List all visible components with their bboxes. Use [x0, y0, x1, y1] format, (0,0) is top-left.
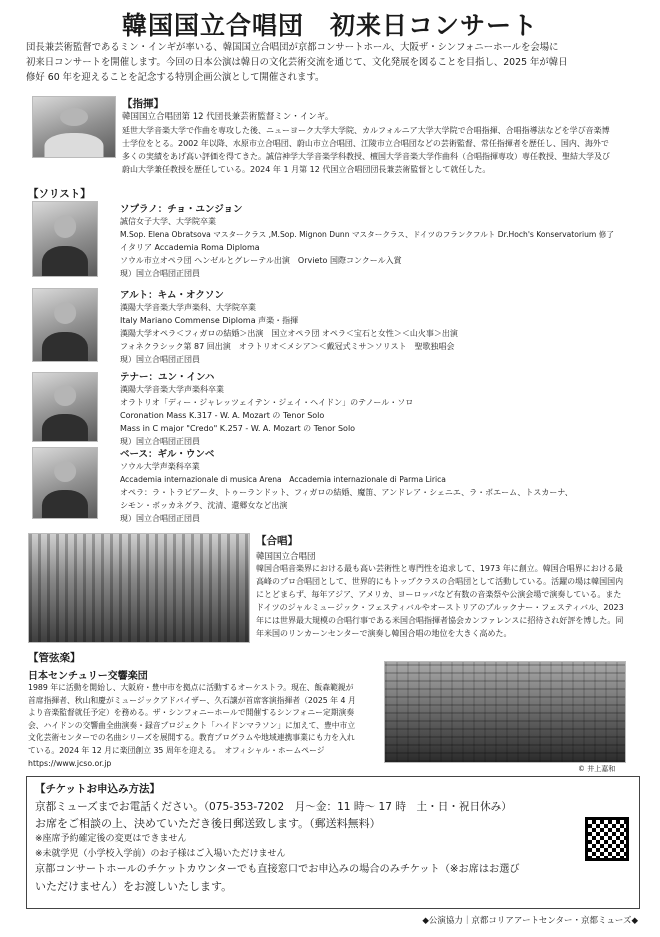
soloist-line: オペラ：ラ・トラビアータ、トゥーランドット、フィガロの結婚、魔笛、アンドレア・シェニエ、ラ・ボエーム、トスカーナ、: [120, 488, 573, 497]
soloist-line: シモン・ボッカネグラ、沈清、還郷女など出演: [120, 501, 288, 510]
soloist-line: 漢陽大学オペラ＜フィガロの結婚＞出演 国立オペラ団 オペラ＜宝石と女性＞＜山火事＞出演: [120, 329, 458, 338]
conductor-line: 延世大学音楽大学で作曲を専攻した後、ニューヨーク大学大学院、カルフォルニア大学大学院で合唱指揮、合唱指導法などを学び音楽博: [122, 126, 610, 135]
intro-line: 初来日コンサートを開催します。今回の日本公演は韓日の文化芸術交流を通じて、文化発展を図ることを目指し、2025 年が韓日: [26, 57, 568, 68]
soloist-line: M.Sop. Elena Obratsova マスタークラス ,M.Sop. Mignon Dunn マスタークラス、ドイツのフランクフルト Dr.Hoch's Konservatorium 修了: [120, 230, 614, 239]
alto-photo: [32, 288, 98, 362]
choir-line: ドイツのジャルミュージック・フェスティバルやオーストリアのブルックナー・フェスティバル、2023: [256, 603, 624, 612]
orchestra-line: 1989 年に活動を開始し、大阪府・豊中市を拠点に活動するオーケストラ。現在、飯森範親が: [28, 683, 354, 692]
choir-line: 高峰のプロ合唱団として、世界的にもトップクラスの合唱団として活動している。活躍の場は韓国国内: [256, 577, 624, 586]
conductor-line: 蔚山大学兼任教授を歴任している。2024 年 1 月第 12 代国立合唱団団長兼芸術監督として就任した。: [122, 165, 491, 174]
soloist-line: 現）国立合唱団正団員: [120, 269, 200, 278]
ticket-line: いただけません）をお渡しいたします。: [35, 879, 233, 893]
soloist-line: 誠信女子大学、大学院卒業: [120, 217, 216, 226]
conductor-photo: [32, 96, 116, 158]
soloist-line: イタリア Accademia Roma Diploma: [120, 243, 260, 252]
choir-section: [256, 533, 646, 640]
soloist-name: ベース：ギル・ウンベ: [120, 449, 215, 460]
soloist-soprano: [120, 201, 640, 280]
soloist-line: ソウル市立オペラ団 ヘンゼルとグレーテル出演 Orvieto 国際コンクール入賞: [120, 256, 402, 265]
ticket-tag: 【チケットお申込み方法】: [35, 783, 161, 795]
soloist-line: 現）国立合唱団正団員: [120, 355, 200, 364]
ticket-note: ※未就学児（小学校入学前）のお子様はご入場いただけません: [35, 849, 286, 859]
qr-code-icon[interactable]: [585, 817, 629, 861]
orchestra-homepage-link[interactable]: https://www.jcso.or.jp: [28, 758, 112, 768]
soloist-line: Italy Mariano Commense Diploma 声楽・指揮: [120, 316, 299, 325]
choir-name: 韓国国立合唱団: [256, 552, 316, 562]
orchestra-line: より音楽監督就任予定）を務める。ザ・シンフォニーホールで開催するシンフォニー定期演奏: [28, 708, 355, 718]
soloist-line: 漢陽大学音楽大学声楽科卒業: [120, 385, 224, 394]
ticket-phone-line: 京都ミューズまでお電話ください。（075-353-7202 月～金：11 時～ 17 時 土・日・祝日休み）: [35, 801, 512, 813]
soloist-bass: [120, 446, 640, 525]
soloist-line: 現）国立合唱団正団員: [120, 514, 200, 523]
conductor-section: [122, 96, 642, 176]
soloists-tag: 【ソリスト】: [28, 188, 91, 200]
soloist-line: 漢陽大学音楽大学声楽科、大学院卒業: [120, 303, 256, 312]
orchestra-name: 日本センチュリー交響楽団: [28, 671, 148, 682]
ticket-box: [26, 776, 640, 909]
intro-line: 団長兼芸術監督であるミン・インギが率いる、韓国国立合唱団が京都コンサートホール、大阪ザ・シンフォニーホールを会場に: [26, 42, 559, 53]
soloist-line: Coronation Mass K.317 - W. A. Mozart の Tenor Solo: [120, 411, 325, 420]
choir-line: にとどまらず、毎年アジア、アメリカ、ヨーロッパなど有数の音楽祭や公演会場で演奏している。また: [256, 590, 622, 599]
conductor-line: 多くの実績をあげ高い評価を得てきた。誠信神学大学音楽学科教授、檀国大学音楽大学作曲科（合唱指揮専攻）専任教授、聖結大学及び: [122, 152, 610, 161]
soloist-name: アルト：キム・オクソン: [120, 290, 224, 301]
orchestra-line: 首席指揮者、秋山和慶がミュージックアドバイザー、久石譲が首席客演指揮者（2025 年 4 月: [28, 695, 356, 705]
soloist-line: Accademia internazionale di musica Arena Accademia internazionale di Parma Lirica: [120, 475, 446, 484]
choir-photo: [28, 533, 250, 643]
choir-tag: 【合唱】: [256, 535, 298, 547]
soloist-line: ソウル大学声楽科卒業: [120, 462, 200, 471]
page-title: 韓国国立合唱団 初来日コンサート: [121, 11, 538, 40]
choir-line: 年には世界最大規模の合唱行事である米国合唱指揮者協会カンファレンスに招待され好評を博した。同: [256, 616, 624, 625]
ticket-line: お席をご相談の上、決めていただき後日郵送致します。（郵送料無料）: [35, 816, 381, 830]
orchestra-line: 文化芸術センターでの名曲シリーズを展開する。教育プログラムや地域連携事業にも力を入れ: [28, 733, 355, 743]
orchestra-line: 会、ハイドンの交響曲全曲演奏・録音プロジェクト「ハイドンマラソン」に加えて、豊中市立: [28, 720, 356, 730]
intro-text: [26, 40, 638, 85]
soprano-photo: [32, 201, 98, 277]
choir-line: 年米国のリンカーンセンターで演奏し韓国合唱の地位を大きく高めた。: [256, 629, 512, 638]
soloist-alto: [120, 287, 640, 366]
ticket-note: ※座席予約確定後の変更はできません: [35, 834, 187, 844]
soloist-name: テナー：ユン・インハ: [120, 372, 215, 383]
orchestra-photo: [384, 661, 626, 763]
orchestra-tag: 【管弦楽】: [28, 652, 81, 664]
soloist-tenor: [120, 369, 640, 448]
conductor-line: 士学位をとる。2002 年以降、水原市立合唱団、蔚山市立合唱団、江陵市立合唱団などの芸術監督、常任指揮者を歴任し、国内、海外で: [122, 139, 609, 148]
orchestra-section: [28, 650, 378, 770]
soloist-line: 現）国立合唱団正団員: [120, 437, 200, 446]
conductor-line: 韓国国立合唱団第 12 代団長兼芸術監督ミン・インギ。: [122, 112, 334, 122]
orchestra-line: ている。2024 年 12 月に楽団創立 35 周年を迎える。 オフィシャル・ホームページ: [28, 745, 325, 755]
soloist-line: フォネクラシック第 87 回出演 オラトリオ＜メシア＞＜戴冠式ミサ＞ソリスト 聖歌独唱会: [120, 342, 455, 351]
soloist-line: Mass in C major "Credo" K.257 - W. A. Mozart の Tenor Solo: [120, 424, 356, 433]
choir-line: 韓国合唱音楽界における最も高い芸術性と専門性を追求して、1973 年に創立。韓国合唱界における最: [256, 564, 623, 573]
ticket-line: 京都コンサートホールのチケットカウンターでも直接窓口でお申込みの場合のみチケット（※お席はお選び: [35, 864, 520, 875]
intro-line: 修好 60 年を迎えることを記念する特別企画公演として開催されます。: [26, 72, 325, 83]
bass-photo: [32, 447, 98, 519]
footer-credit: ◆公演協力｜京都コリアアートセンター・京都ミューズ◆: [422, 916, 638, 926]
conductor-tag: 【指揮】: [122, 98, 164, 110]
photo-credit: © 井上嘉和: [578, 765, 616, 773]
tenor-photo: [32, 372, 98, 442]
soloist-line: オラトリオ「ディー・ジャレッツェイテン・ジェイ・ヘイドン」のテノール・ソロ: [120, 398, 414, 407]
soloist-name: ソプラノ：チョ・ユンジョン: [120, 204, 243, 215]
